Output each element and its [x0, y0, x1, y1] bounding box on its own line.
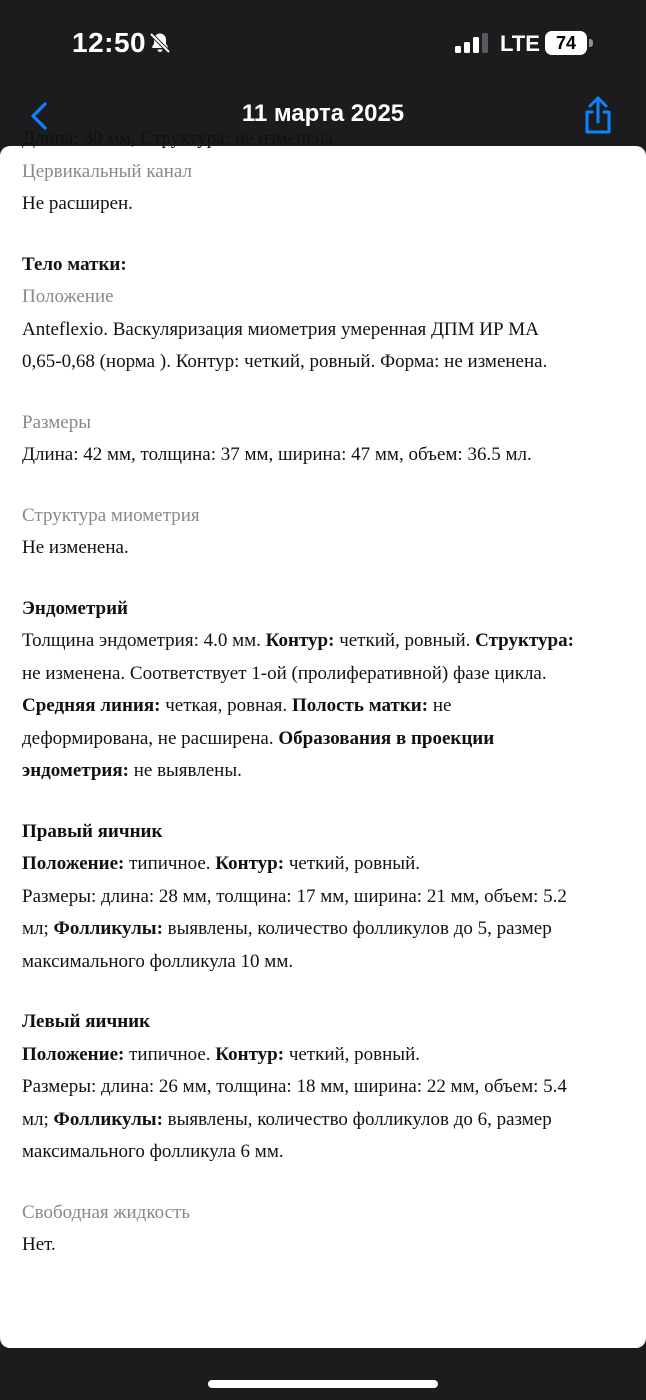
network-type: LTE — [500, 31, 540, 56]
battery-icon — [545, 31, 593, 55]
left-ovary-heading: Левый яичник — [22, 1011, 151, 1032]
left-ovary-line-3: мл; Фолликулы: выявлены, количество фолликулов до 6, размер — [22, 1108, 552, 1130]
bell-slash-icon — [148, 31, 172, 55]
battery-tip — [589, 39, 593, 47]
uterus-sizes-label: Размеры — [22, 411, 91, 433]
endometrium-line-4: деформирована, не расширена. Образования в проекции — [22, 727, 495, 749]
uterus-position-text-2: 0,65-0,68 (норма ). Контур: четкий, ровный. Форма: не изменена. — [22, 351, 548, 372]
endometrium-heading: Эндометрий — [22, 597, 128, 619]
cellular-signal-icon — [455, 33, 489, 53]
uterus-sizes-value: Длина: 42 мм, толщина: 37 мм, ширина: 47 мм, объем: 36.5 мл. — [22, 444, 532, 465]
left-ovary-line-1: Положение: типичное. Контур: четкий, ровный. — [22, 1043, 420, 1065]
free-fluid-value: Нет. — [22, 1234, 56, 1255]
status-bar — [0, 0, 646, 88]
home-indicator[interactable] — [208, 1380, 438, 1388]
report-body — [22, 123, 622, 1262]
endometrium-line-5: эндометрия: не выявлены. — [22, 760, 242, 781]
cervical-canal-value: Не расширен. — [22, 193, 133, 214]
right-ovary-line-2: Размеры: длина: 28 мм, толщина: 17 мм, ширина: 21 мм, объем: 5.2 — [22, 885, 567, 907]
uterus-position-text: Anteflexio. Васкуляризация миометрия умеренная ДПМ ИР МА — [22, 318, 539, 340]
right-ovary-heading: Правый яичник — [22, 820, 163, 842]
report-sheet[interactable] — [0, 128, 646, 1348]
clipped-text-line: Длина: 30 мм, Структура: не изменена. — [22, 128, 338, 149]
uterus-position-label: Положение — [22, 286, 114, 307]
left-ovary-line-4: максимального фолликула 6 мм. — [22, 1141, 284, 1162]
battery-level: 74 — [545, 31, 587, 55]
cervical-canal-label: Цервикальный канал — [22, 160, 192, 182]
left-ovary-line-2: Размеры: длина: 26 мм, толщина: 18 мм, ширина: 22 мм, объем: 5.4 — [22, 1076, 567, 1097]
myometrium-structure-value: Не изменена. — [22, 537, 129, 558]
status-time: 12:50 — [72, 27, 147, 58]
myometrium-structure-label: Структура миометрия — [22, 504, 200, 526]
endometrium-line-3: Средняя линия: четкая, ровная. Полость матки: не — [22, 695, 452, 716]
endometrium-line-2: не изменена. Соответствует 1-ой (пролиферативной) фазе цикла. — [22, 662, 547, 684]
uterus-body-heading: Тело матки: — [22, 253, 127, 275]
right-ovary-line-1: Положение: типичное. Контур: четкий, ровный. — [22, 853, 420, 874]
page-title: 11 марта 2025 — [241, 100, 405, 127]
free-fluid-label: Свободная жидкость — [22, 1201, 190, 1223]
right-ovary-line-3: мл; Фолликулы: выявлены, количество фолликулов до 5, размер — [22, 918, 552, 939]
right-ovary-line-4: максимального фолликула 10 мм. — [22, 950, 294, 972]
endometrium-line-1: Толщина эндометрия: 4.0 мм. Контур: четкий, ровный. Структура: — [22, 630, 574, 651]
